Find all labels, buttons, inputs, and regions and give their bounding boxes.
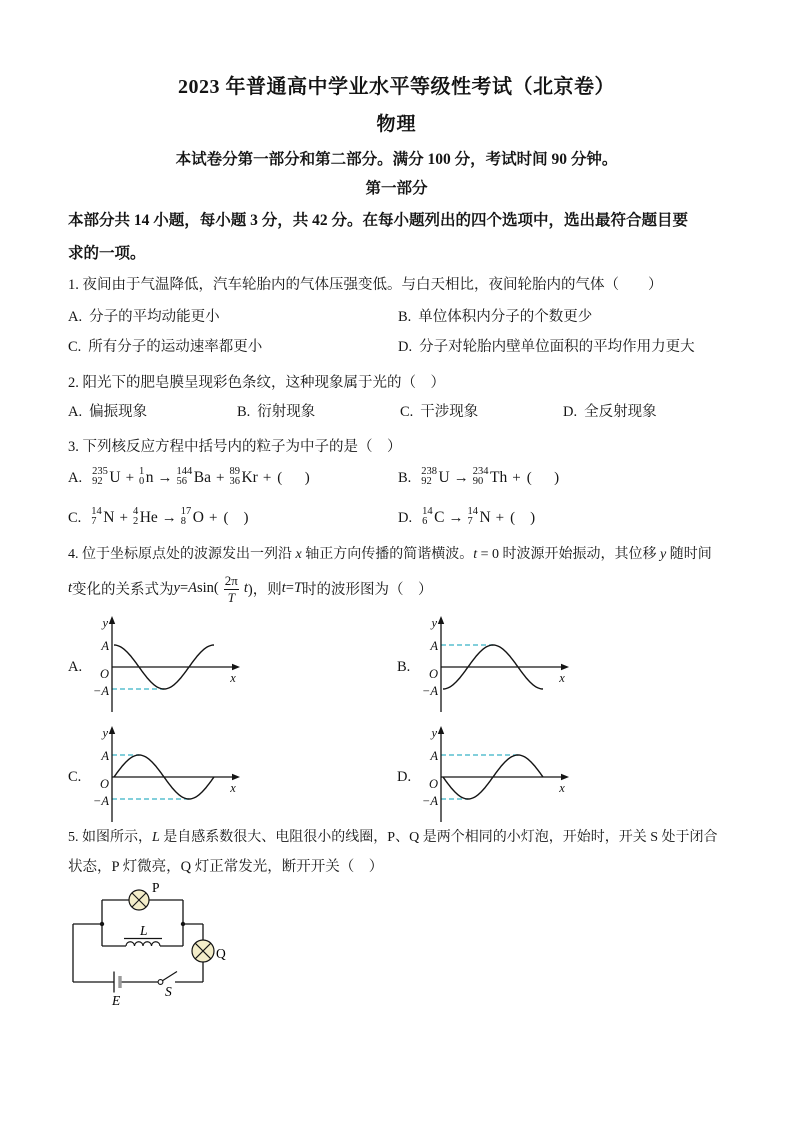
q1-option-d: D. 分子对轮胎内壁单位面积的平均作用力更大: [398, 339, 695, 355]
q4-stem-line-2: t 变化的关系式为 y = A sin( $\frac{2\pi}{T}$ t )，则 t = T 时的波形图为（ ）: [68, 572, 433, 605]
svg-text:x: x: [230, 781, 236, 795]
junction-dot-right: [181, 922, 185, 926]
q1-options-row-2: [68, 335, 730, 356]
q4-diagram-c: C. y A O −A x: [68, 725, 397, 827]
svg-text:A: A: [430, 639, 438, 653]
lamp-Q-icon: [192, 940, 214, 962]
q1-option-c: C. 所有分子的运动速率都更小: [68, 339, 263, 355]
q3-equations-row-2: [68, 501, 730, 535]
q2-option-a: A. 偏振现象: [68, 404, 148, 420]
svg-text:A: A: [430, 749, 438, 763]
q1-option-b: B. 单位体积内分子的个数更少: [398, 309, 593, 325]
svg-text:−A: −A: [421, 794, 438, 808]
svg-text:O: O: [99, 777, 109, 791]
q4-diagram-d: D. y A O −A x: [397, 725, 730, 827]
page-title: 2023 年普通高中学业水平等级性考试（北京卷）: [178, 76, 615, 98]
q2-stem: 2. 阳光下的肥皂膜呈现彩色条纹，这种现象属于光的（ ）: [68, 375, 445, 391]
waveform-chart-c: [92, 725, 242, 827]
lamp-P-icon: [129, 890, 149, 910]
svg-text:−A: −A: [92, 684, 109, 698]
q2-option-c: C. 干涉现象: [400, 404, 479, 420]
q3-stem: 3. 下列核反应方程中括号内的粒子为中子的是（ ）: [68, 439, 402, 455]
section-title: 第一部分: [365, 180, 428, 197]
q1-options-row-1: [68, 305, 730, 326]
svg-text:−A: −A: [92, 794, 109, 808]
waveform-chart-b: [421, 615, 571, 717]
svg-text:−A: −A: [421, 684, 438, 698]
q2-option-b: B. 衍射现象: [237, 404, 316, 420]
waveform-chart-d: [421, 725, 571, 827]
svg-text:A: A: [101, 639, 109, 653]
switch-label: S: [165, 984, 172, 999]
svg-text:O: O: [99, 667, 109, 681]
battery-label: E: [112, 993, 121, 1008]
q1-stem: 1. 夜间由于气温降低，汽车轮胎内的气体压强变低。与白天相比，夜间轮胎内的气体（ ）: [68, 277, 663, 293]
q3-equation-a: A. 235 92 U + 1 0 n → 144 56 Ba + 89 36 Kr + ( ): [68, 466, 310, 487]
q3-equation-c: C. 14 7 N + 4 2 He → 17 8 O + ( ): [68, 506, 249, 527]
svg-text:x: x: [230, 671, 236, 685]
circuit-wires: [73, 900, 203, 982]
junction-dot-left: [100, 922, 104, 926]
svg-text:A: A: [101, 749, 109, 763]
svg-text:y: y: [102, 616, 108, 630]
svg-text:x: x: [559, 671, 565, 685]
lamp-P-label: P: [152, 881, 160, 895]
q4-diagram-b: B. y A O −A x: [397, 615, 730, 717]
q3-equation-d: D. 14 6 C → 14 7 N + ( ): [398, 506, 536, 527]
inductor-icon: [126, 942, 160, 946]
battery-icon: [114, 972, 120, 993]
switch-icon: [158, 972, 177, 985]
q5-circuit-diagram: [70, 881, 250, 1018]
q5-stem-line-1: 5. 如图所示，L 是自感系数很大、电阻很小的线圈，P、Q 是两个相同的小灯泡，开始时，开关 S 处于闭合: [68, 830, 718, 845]
inductor-label: L: [140, 923, 148, 938]
q5-stem-line-2: 状态，P 灯微亮，Q 灯正常发光，断开开关（ ）: [68, 859, 384, 875]
subject-title: 物理: [376, 114, 417, 135]
section-instructions: [68, 204, 730, 270]
instructions-line-2: 求的一项。: [68, 245, 146, 262]
svg-text:x: x: [559, 781, 565, 795]
lamp-Q-label: Q: [216, 946, 226, 961]
svg-text:O: O: [428, 777, 438, 791]
q3-equations-row-1: [68, 461, 730, 495]
svg-text:y: y: [431, 726, 437, 740]
exam-info: 本试卷分第一部分和第二部分。满分 100 分，考试时间 90 分钟。: [175, 151, 618, 168]
q4-diagram-a: A. y A O −A x: [68, 615, 397, 717]
q2-option-d: D. 全反射现象: [563, 404, 657, 420]
instructions-line-1: 本部分共 14 小题，每小题 3 分，共 42 分。在每小题列出的四个选项中，选出最符合题目要: [68, 212, 689, 229]
q3-equation-b: B. 238 92 U → 234 90 Th + ( ): [398, 466, 560, 487]
svg-text:y: y: [102, 726, 108, 740]
q4-diagram-row-cd: [68, 725, 730, 827]
waveform-chart-a: [92, 615, 242, 717]
svg-text:y: y: [431, 616, 437, 630]
q4-stem-line-1: 4. 位于坐标原点处的波源发出一列沿 x 轴正方向传播的简谐横波。t = 0 时波源开始振动，其位移 y 随时间: [68, 547, 712, 562]
circuit-svg: [70, 881, 250, 1013]
svg-text:O: O: [428, 667, 438, 681]
q2-options-row: [68, 400, 730, 421]
q4-diagram-row-ab: [68, 615, 730, 717]
q1-option-a: A. 分子的平均动能更小: [68, 309, 220, 325]
